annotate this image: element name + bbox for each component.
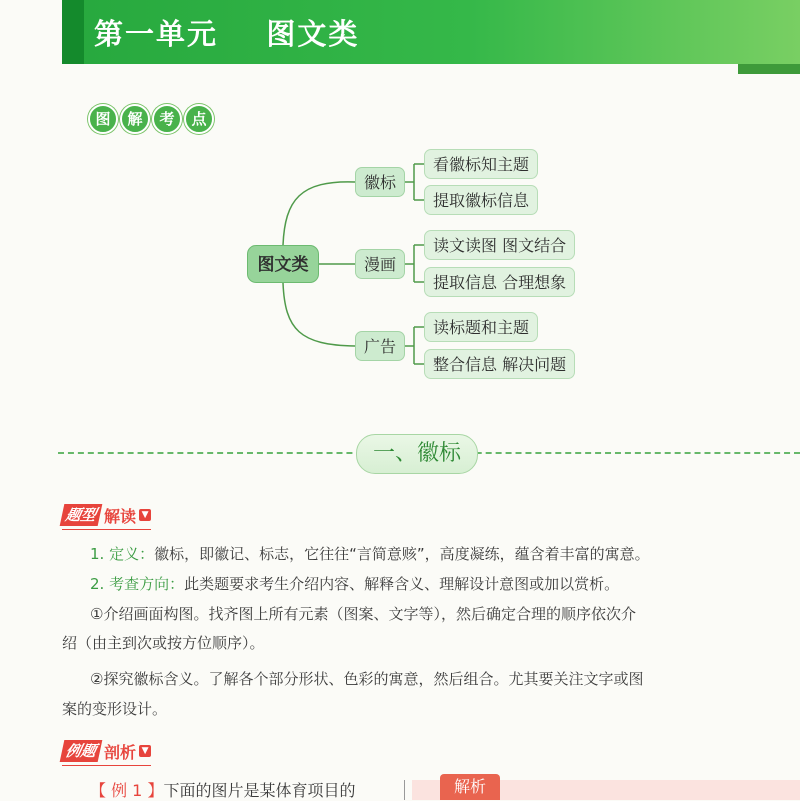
connector-ad-leaves [405,327,424,364]
point-2-line-2: 案的变形设计。 [62,700,168,718]
example-text: 下面的图片是某体育项目的 [163,781,356,800]
badge-char: 考 [152,104,182,134]
unit-title: 第一单元 图文类 [94,17,360,51]
badge-char: 点 [184,104,214,134]
branch-emblem: 徽标 [355,167,405,197]
leaf-ad-2: 整合信息 解决问题 [424,349,575,379]
tag-left: 题型 [60,504,103,526]
column-divider [404,780,405,800]
leaf-ad-1: 读标题和主题 [424,312,538,342]
definition-label: 1. 定义： [90,545,155,563]
example-label: 【 例 1 】 [90,781,164,800]
example-line [90,778,355,801]
leaf-cartoon-2: 提取信息 合理想象 [424,267,575,297]
definition-text: 徽标，即徽记、标志，它往往“言简意赅”，高度凝练，蕴含着丰富的寓意。 [154,545,650,563]
tag-underline [62,765,151,766]
connector-cartoon-leaves [405,245,424,282]
branch-cartoon: 漫画 [355,249,405,279]
badge-char: 图 [88,104,118,134]
branch-ad: 广告 [355,331,405,361]
analysis-label: 解析 [440,774,500,800]
focus-paragraph [90,573,619,594]
section-title: 一、徽标 [356,434,478,474]
badge-char: 解 [120,104,150,134]
connector-root-emblem [283,182,355,245]
focus-text: 此类题要求考生介绍内容、解释含义、理解设计意图或加以赏析。 [184,575,620,593]
example-analysis-tag [62,738,151,764]
tag-right: 剖析 [104,742,137,762]
point-1-line-1: ①介绍画面构图。找齐图上所有元素（图案、文字等），然后确定合理的顺序依次介 [90,605,636,623]
focus-label: 2. 考查方向： [90,575,185,593]
tag-underline [62,529,151,530]
tag-right: 解读 [104,506,137,526]
triangle-down-icon: ▼ [139,745,151,757]
leaf-emblem-2: 提取徽标信息 [424,185,538,215]
connector-root-ad [283,283,355,346]
mindmap-root: 图文类 [247,245,319,283]
triangle-down-icon: ▼ [139,509,151,521]
analysis-panel [412,777,800,800]
connector-emblem-leaves [405,164,424,200]
leaf-cartoon-1: 读文读图 图文结合 [424,230,575,260]
definition-paragraph [90,543,650,564]
point-1-line-2: 绍（由主到次或按方位顺序）。 [62,634,265,652]
tag-left: 例题 [60,740,103,762]
question-type-tag [62,502,151,528]
leaf-emblem-1: 看徽标知主题 [424,149,538,179]
point-2-line-1: ②探究徽标含义。了解各个部分形状、色彩的寓意，然后组合。尤其要关注文字或图 [90,670,644,688]
